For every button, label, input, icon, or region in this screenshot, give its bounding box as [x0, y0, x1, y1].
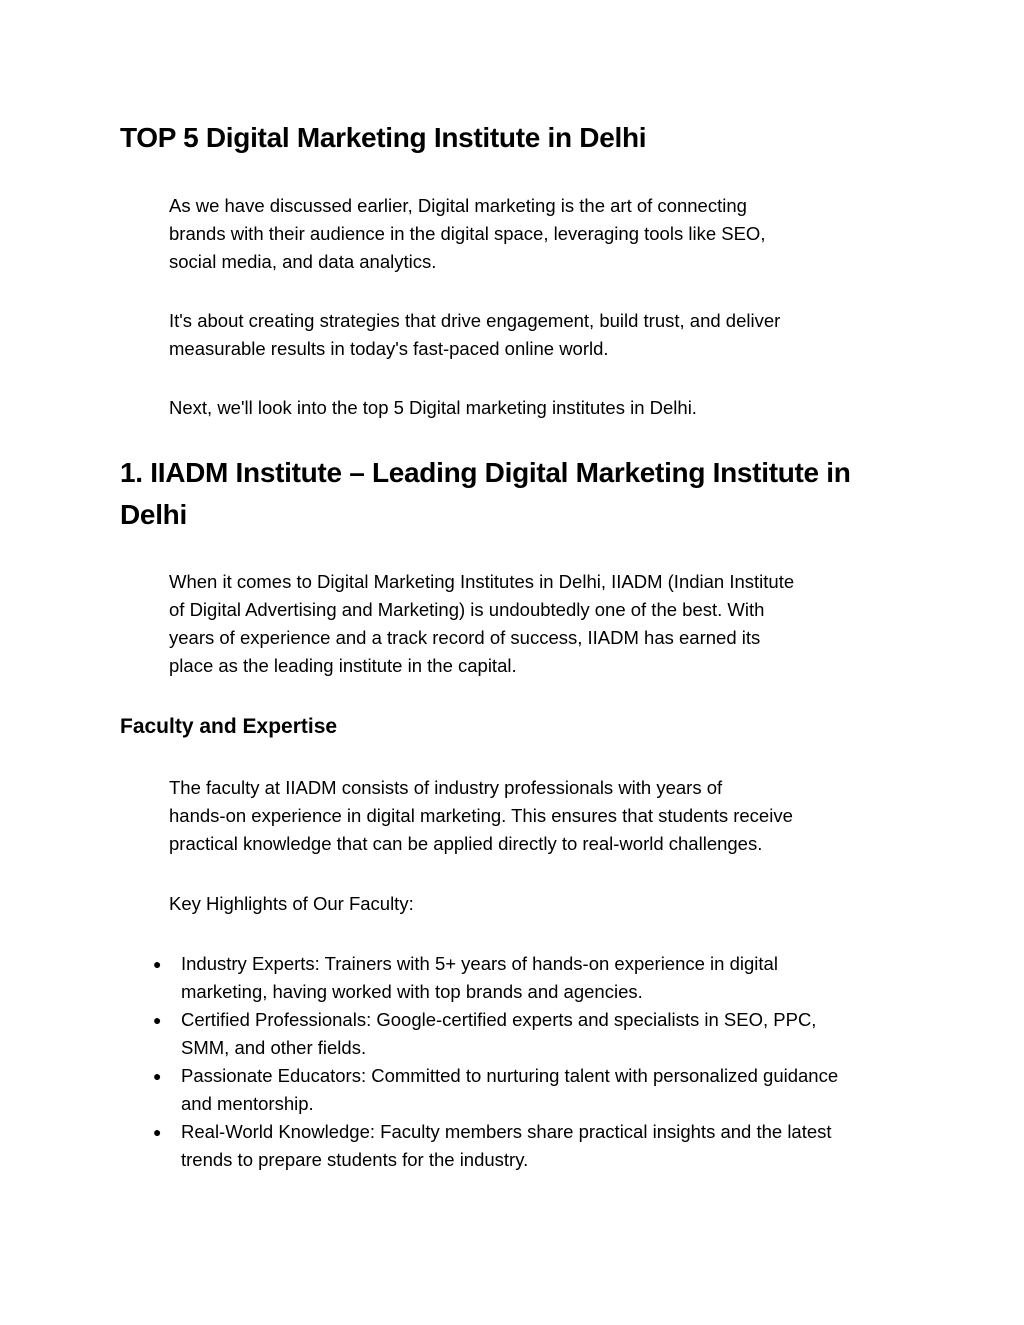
- faculty-heading: Faculty and Expertise: [120, 715, 338, 738]
- faculty-highlights-list: [120, 950, 920, 1174]
- list-item: [120, 1118, 920, 1174]
- section-heading-iiadm: [120, 452, 851, 536]
- faculty-paragraph: [169, 774, 869, 858]
- intro-paragraph-1-line-1: As we have discussed earlier, Digital marketing is the art of connecting: [169, 195, 747, 216]
- intro-paragraph-2: [169, 307, 869, 363]
- page-title: TOP 5 Digital Marketing Institute in Delhi: [120, 122, 647, 153]
- iiadm-paragraph: [169, 568, 869, 680]
- intro-paragraph-2-line-2: measurable results in today's fast-paced online world.: [169, 338, 609, 359]
- list-item-line-2: and mentorship.: [181, 1093, 314, 1114]
- list-item: [120, 1006, 920, 1062]
- list-item-line-1: Certified Professionals: Google-certified experts and specialists in SEO, PPC,: [181, 1009, 817, 1030]
- intro-paragraph-1-line-3: social media, and data analytics.: [169, 251, 437, 272]
- faculty-highlights-intro: [169, 890, 869, 918]
- iiadm-paragraph-line-4: place as the leading institute in the capital.: [169, 655, 517, 676]
- intro-paragraph-1-line-2: brands with their audience in the digital space, leveraging tools like SEO,: [169, 223, 766, 244]
- list-item-line-2: marketing, having worked with top brands and agencies.: [181, 981, 643, 1002]
- faculty-highlights-intro-line-1: Key Highlights of Our Faculty:: [169, 893, 414, 914]
- intro-paragraph-3-line-1: Next, we'll look into the top 5 Digital marketing institutes in Delhi.: [169, 397, 697, 418]
- intro-paragraph-1: [169, 192, 869, 276]
- list-item-line-1: Industry Experts: Trainers with 5+ years of hands-on experience in digital: [181, 953, 778, 974]
- list-item-line-1: Real-World Knowledge: Faculty members share practical insights and the latest: [181, 1121, 832, 1142]
- bullet-icon: ●: [153, 1124, 162, 1140]
- bullet-icon: ●: [153, 1068, 162, 1084]
- bullet-icon: ●: [153, 1012, 162, 1028]
- iiadm-paragraph-line-2: of Digital Advertising and Marketing) is undoubtedly one of the best. With: [169, 599, 765, 620]
- list-item-line-2: SMM, and other fields.: [181, 1037, 367, 1058]
- list-item-line-2: trends to prepare students for the industry.: [181, 1149, 529, 1170]
- bullet-icon: ●: [153, 956, 162, 972]
- list-item: [120, 1062, 920, 1118]
- list-item: [120, 950, 920, 1006]
- faculty-paragraph-line-1: The faculty at IIADM consists of industry professionals with years of: [169, 777, 723, 798]
- faculty-paragraph-line-3: practical knowledge that can be applied directly to real-world challenges.: [169, 833, 763, 854]
- list-item-line-1: Passionate Educators: Committed to nurturing talent with personalized guidance: [181, 1065, 839, 1086]
- faculty-paragraph-line-2: hands-on experience in digital marketing. This ensures that students receive: [169, 805, 793, 826]
- intro-paragraph-3: [169, 394, 869, 422]
- iiadm-paragraph-line-3: years of experience and a track record of success, IIADM has earned its: [169, 627, 761, 648]
- intro-paragraph-2-line-1: It's about creating strategies that drive engagement, build trust, and deliver: [169, 310, 781, 331]
- iiadm-paragraph-line-1: When it comes to Digital Marketing Institutes in Delhi, IIADM (Indian Institute: [169, 571, 795, 592]
- section-heading-iiadm-line-1: 1. IIADM Institute – Leading Digital Marketing Institute in: [120, 457, 851, 488]
- section-heading-iiadm-line-2: Delhi: [120, 499, 187, 530]
